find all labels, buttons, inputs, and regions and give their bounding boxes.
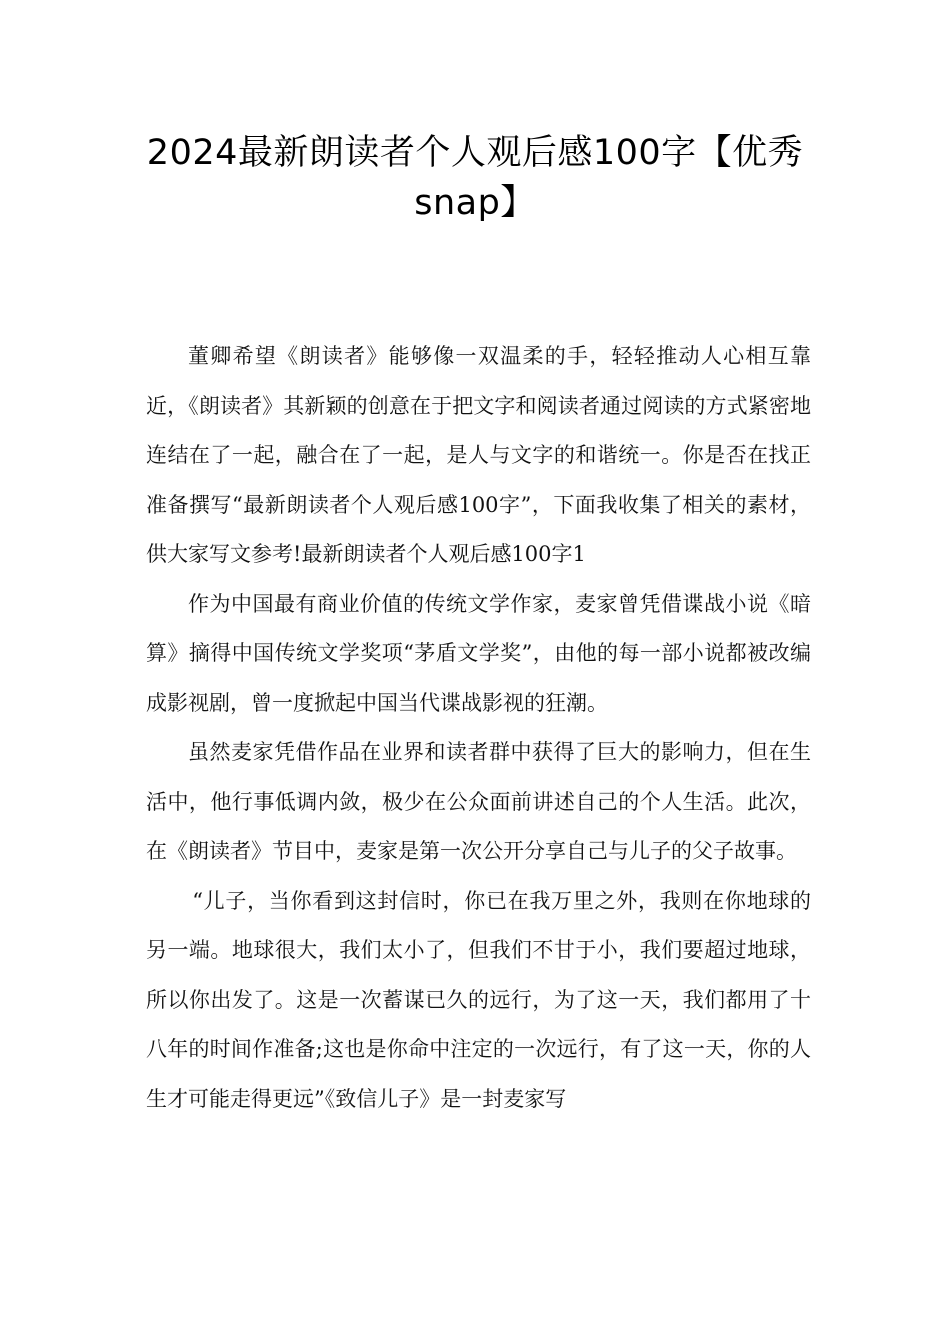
document-body <box>146 332 811 1124</box>
paragraph-maijia-background: 作为中国最有商业价值的传统文学作家，麦家曾凭借谍战小说《暗算》摘得中国传统文学奖项“茅盾文学奖”，由他的每一部小说都被改编成影视剧，曾一度掀起中国当代谍战影视的狂潮。 <box>146 591 811 715</box>
paragraph-letter-quote: “儿子，当你看到这封信时，你已在我万里之外，我则在你地球的另一端。地球很大，我们太小了，但我们不甘于小，我们要超过地球，所以你出发了。这是一次蓄谋已久的远行，为了这一天，我们都用了十八年的时间作准备;这也是你命中注定的一次远行，有了这一天，你的人生才可能走得更远”《致信儿子》是一封麦家写 <box>146 888 811 1111</box>
document-title: 2024最新朗读者个人观后感100字【优秀snap】 <box>146 133 804 223</box>
paragraph-intro: 董卿希望《朗读者》能够像一双温柔的手，轻轻推动人心相互靠近，《朗读者》其新颖的创意在于把文字和阅读者通过阅读的方式紧密地连结在了一起，融合在了一起，是人与文字的和谐统一。你是否在找正准备撰写“最新朗读者个人观后感100字”，下面我收集了相关的素材，供大家写文参考!最新朗读者个人观后感100字1 <box>146 344 811 566</box>
paragraph-maijia-private-life: 虽然麦家凭借作品在业界和读者群中获得了巨大的影响力，但在生活中，他行事低调内敛，极少在公众面前讲述自己的个人生活。此次，在《朗读者》节目中，麦家是第一次公开分享自己与儿子的父子故事。 <box>146 740 811 863</box>
